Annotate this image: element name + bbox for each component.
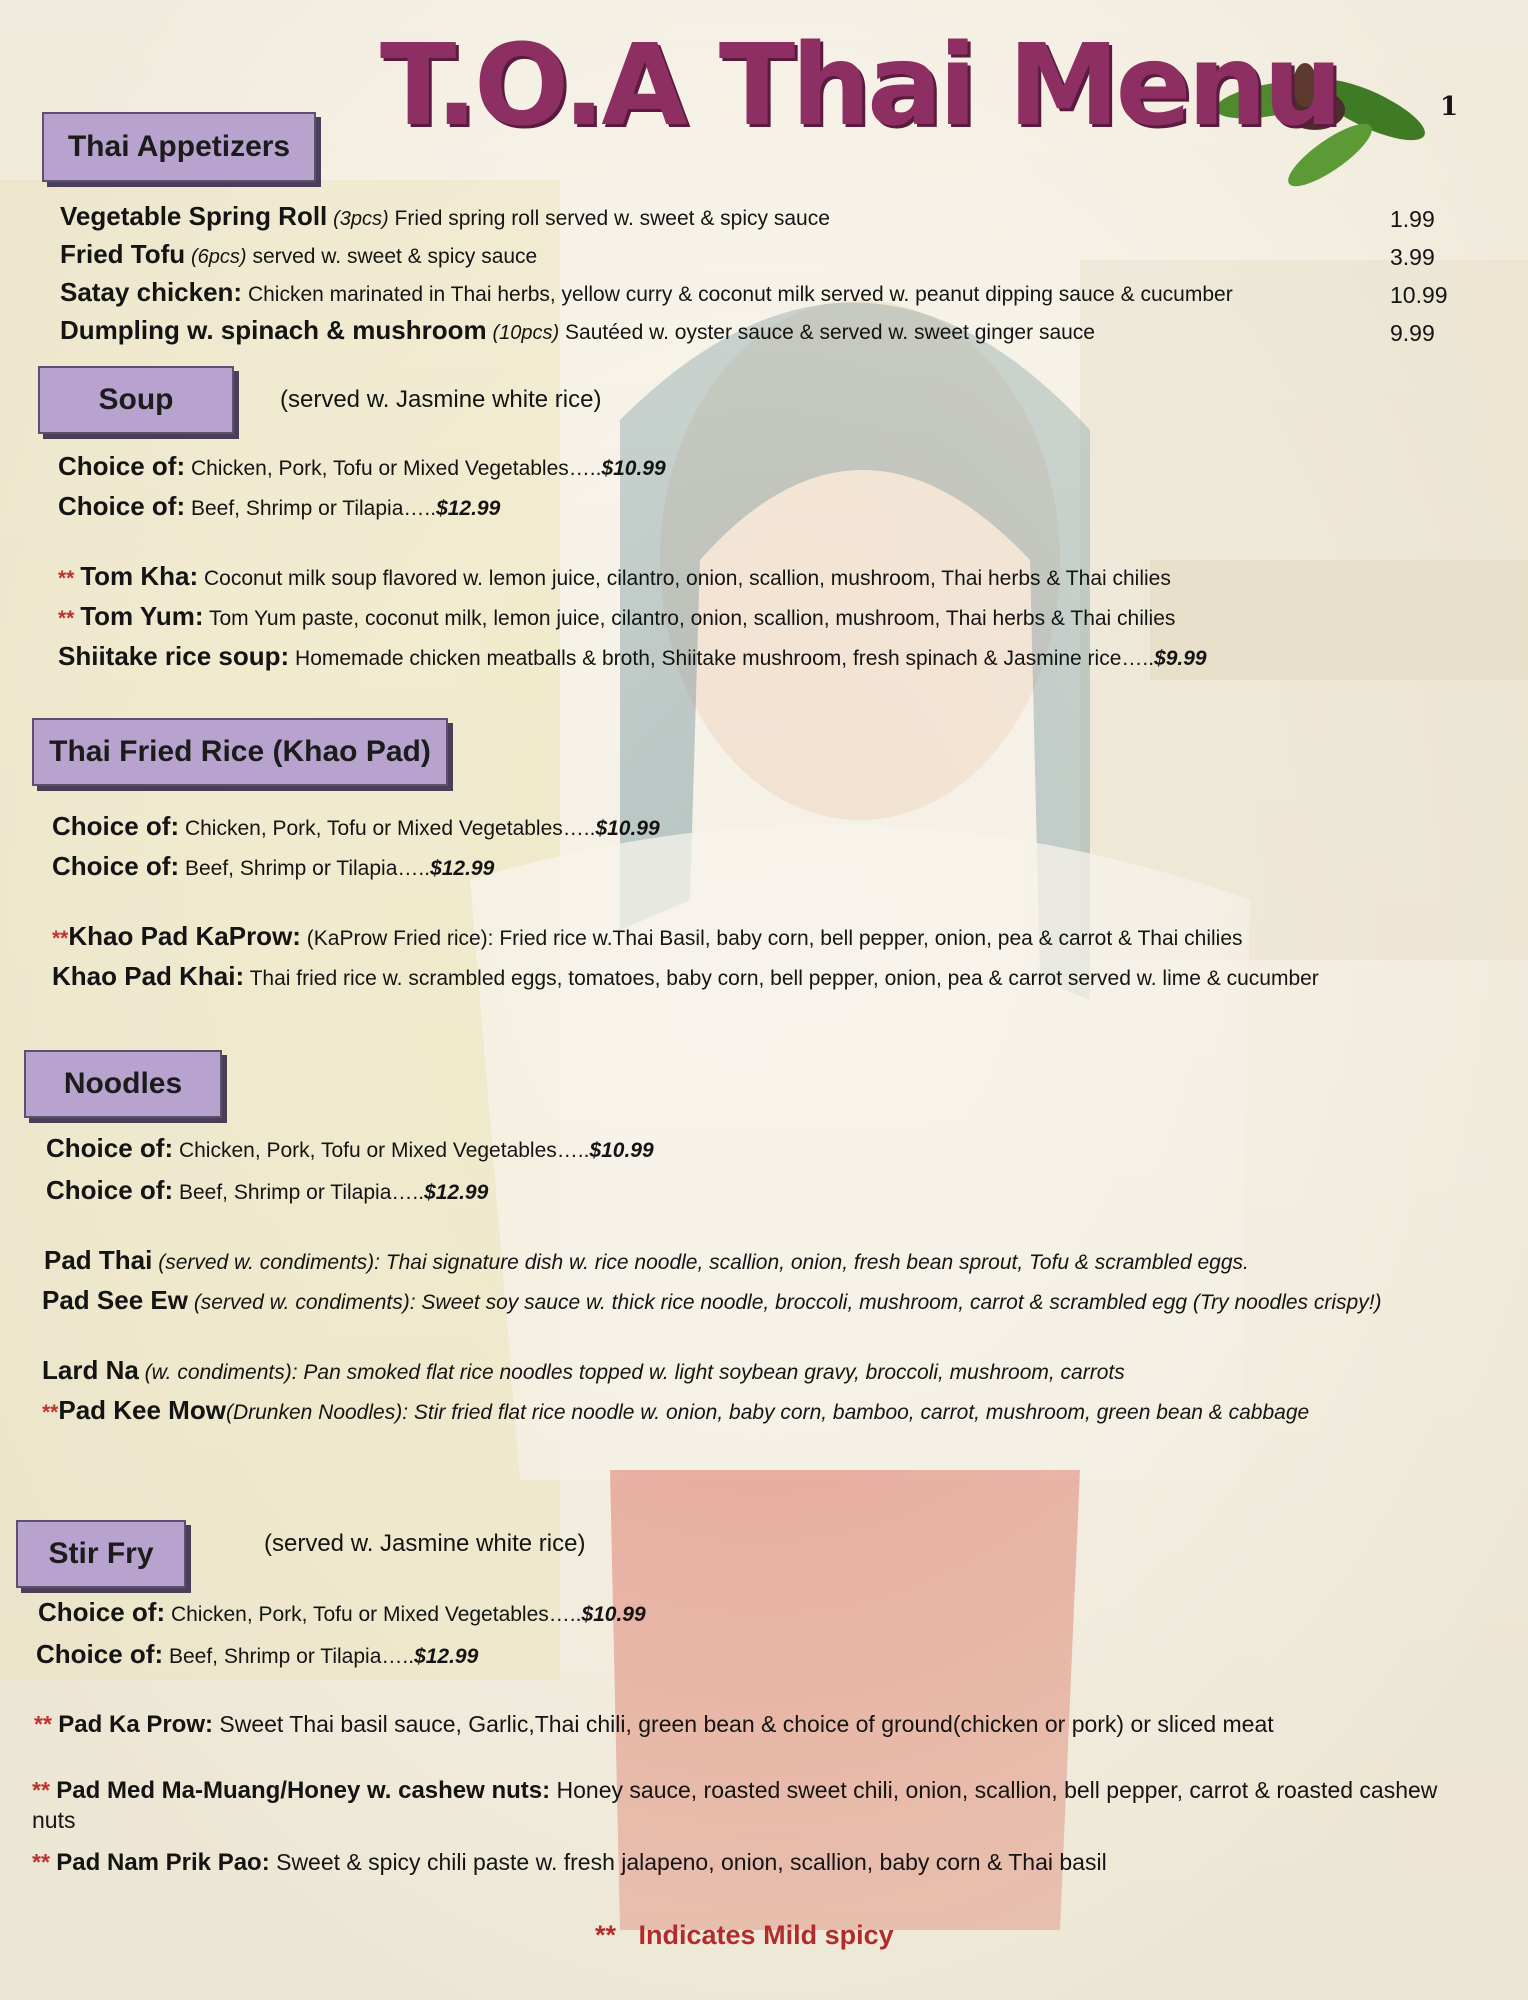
section-heading-appetizers: Thai Appetizers <box>42 112 316 182</box>
noodles-item: Pad See Ew (served w. condiments): Sweet soy sauce w. thick rice noodle, broccoli, mushroom, carrot & scrambled egg (Try noodles crispy!) <box>42 1285 1382 1315</box>
appetizer-price: 9.99 <box>1390 320 1435 346</box>
fried-rice-choice-2: Choice of: Beef, Shrimp or Tilapia…..$12.99 <box>52 851 495 881</box>
appetizer-item: Fried Tofu (6pcs) served w. sweet & spicy sauce <box>60 239 538 269</box>
appetizer-item: Vegetable Spring Roll (3pcs) Fried spring roll served w. sweet & spicy sauce <box>60 201 830 231</box>
noodles-choice-1: Choice of: Chicken, Pork, Tofu or Mixed Vegetables…..$10.99 <box>46 1133 654 1163</box>
section-heading-stir-fry: Stir Fry <box>16 1520 186 1588</box>
stir-fry-choice-1: Choice of: Chicken, Pork, Tofu or Mixed Vegetables…..$10.99 <box>38 1597 646 1627</box>
soup-choice-2: Choice of: Beef, Shrimp or Tilapia…..$12.99 <box>58 491 501 521</box>
appetizer-price: 3.99 <box>1390 244 1435 270</box>
soup-item: ** Tom Kha: Coconut milk soup flavored w. lemon juice, cilantro, onion, scallion, mushroom, Thai herbs & Thai chilies <box>58 561 1171 591</box>
section-heading-fried-rice: Thai Fried Rice (Khao Pad) <box>32 718 448 786</box>
appetizer-item: Satay chicken: Chicken marinated in Thai herbs, yellow curry & coconut milk served w. peanut dipping sauce & cucumber <box>60 277 1233 307</box>
soup-item: ** Tom Yum: Tom Yum paste, coconut milk, lemon juice, cilantro, onion, scallion, mushroom, Thai herbs & Thai chilies <box>58 601 1176 631</box>
soup-item: Shiitake rice soup: Homemade chicken meatballs & broth, Shiitake mushroom, fresh spinach & Jasmine rice…..$9.99 <box>58 641 1207 671</box>
fried-rice-item: Khao Pad Khai: Thai fried rice w. scrambled eggs, tomatoes, baby corn, bell pepper, onion, pea & carrot served w. lime & cucumber <box>52 961 1319 991</box>
page-number: 1 <box>1440 92 1459 122</box>
soup-note: (served w. Jasmine white rice) <box>280 386 602 413</box>
stir-fry-item: ** Pad Med Ma-Muang/Honey w. cashew nuts: Honey sauce, roasted sweet chili, onion, scallion, bell pepper, carrot & roasted cashew nuts <box>32 1777 1438 1833</box>
stir-fry-item: ** Pad Nam Prik Pao: Sweet & spicy chili paste w. fresh jalapeno, onion, scallion, baby corn & Thai basil <box>32 1849 1107 1876</box>
spicy-legend-star: ** <box>595 1920 617 1950</box>
stir-fry-note: (served w. Jasmine white rice) <box>264 1530 586 1557</box>
appetizer-item: Dumpling w. spinach & mushroom (10pcs) Sautéed w. oyster sauce & served w. sweet ginger sauce <box>60 315 1095 345</box>
noodles-item: Pad Thai (served w. condiments): Thai signature dish w. rice noodle, scallion, onion, fresh bean sprout, Tofu & scrambled eggs. <box>44 1245 1249 1275</box>
stir-fry-item: ** Pad Ka Prow: Sweet Thai basil sauce, Garlic,Thai chili, green bean & choice of ground(chicken or pork) or sliced meat <box>34 1711 1274 1738</box>
menu-title: T.O.A Thai Menu <box>380 21 1339 151</box>
stir-fry-choice-2: Choice of: Beef, Shrimp or Tilapia…..$12.99 <box>36 1639 479 1669</box>
noodles-choice-2: Choice of: Beef, Shrimp or Tilapia…..$12.99 <box>46 1175 489 1205</box>
fried-rice-choice-1: Choice of: Chicken, Pork, Tofu or Mixed Vegetables…..$10.99 <box>52 811 660 841</box>
appetizer-price: 10.99 <box>1390 282 1448 308</box>
noodles-item: **Pad Kee Mow(Drunken Noodles): Stir fried flat rice noodle w. onion, baby corn, bamboo, carrot, mushroom, green bean & cabbage <box>42 1395 1310 1425</box>
section-heading-soup: Soup <box>38 366 234 434</box>
spicy-legend <box>595 1920 894 1951</box>
section-heading-noodles: Noodles <box>24 1050 222 1118</box>
spicy-legend-text: Indicates Mild spicy <box>638 1920 894 1950</box>
appetizer-price: 1.99 <box>1390 206 1435 232</box>
noodles-item: Lard Na (w. condiments): Pan smoked flat rice noodles topped w. light soybean gravy, broccoli, mushroom, carrots <box>42 1355 1125 1385</box>
fried-rice-item: **Khao Pad KaProw: (KaProw Fried rice): Fried rice w.Thai Basil, baby corn, bell pepper, onion, pea & carrot & Thai chilies <box>52 921 1243 951</box>
soup-choice-1: Choice of: Chicken, Pork, Tofu or Mixed Vegetables…..$10.99 <box>58 451 666 481</box>
